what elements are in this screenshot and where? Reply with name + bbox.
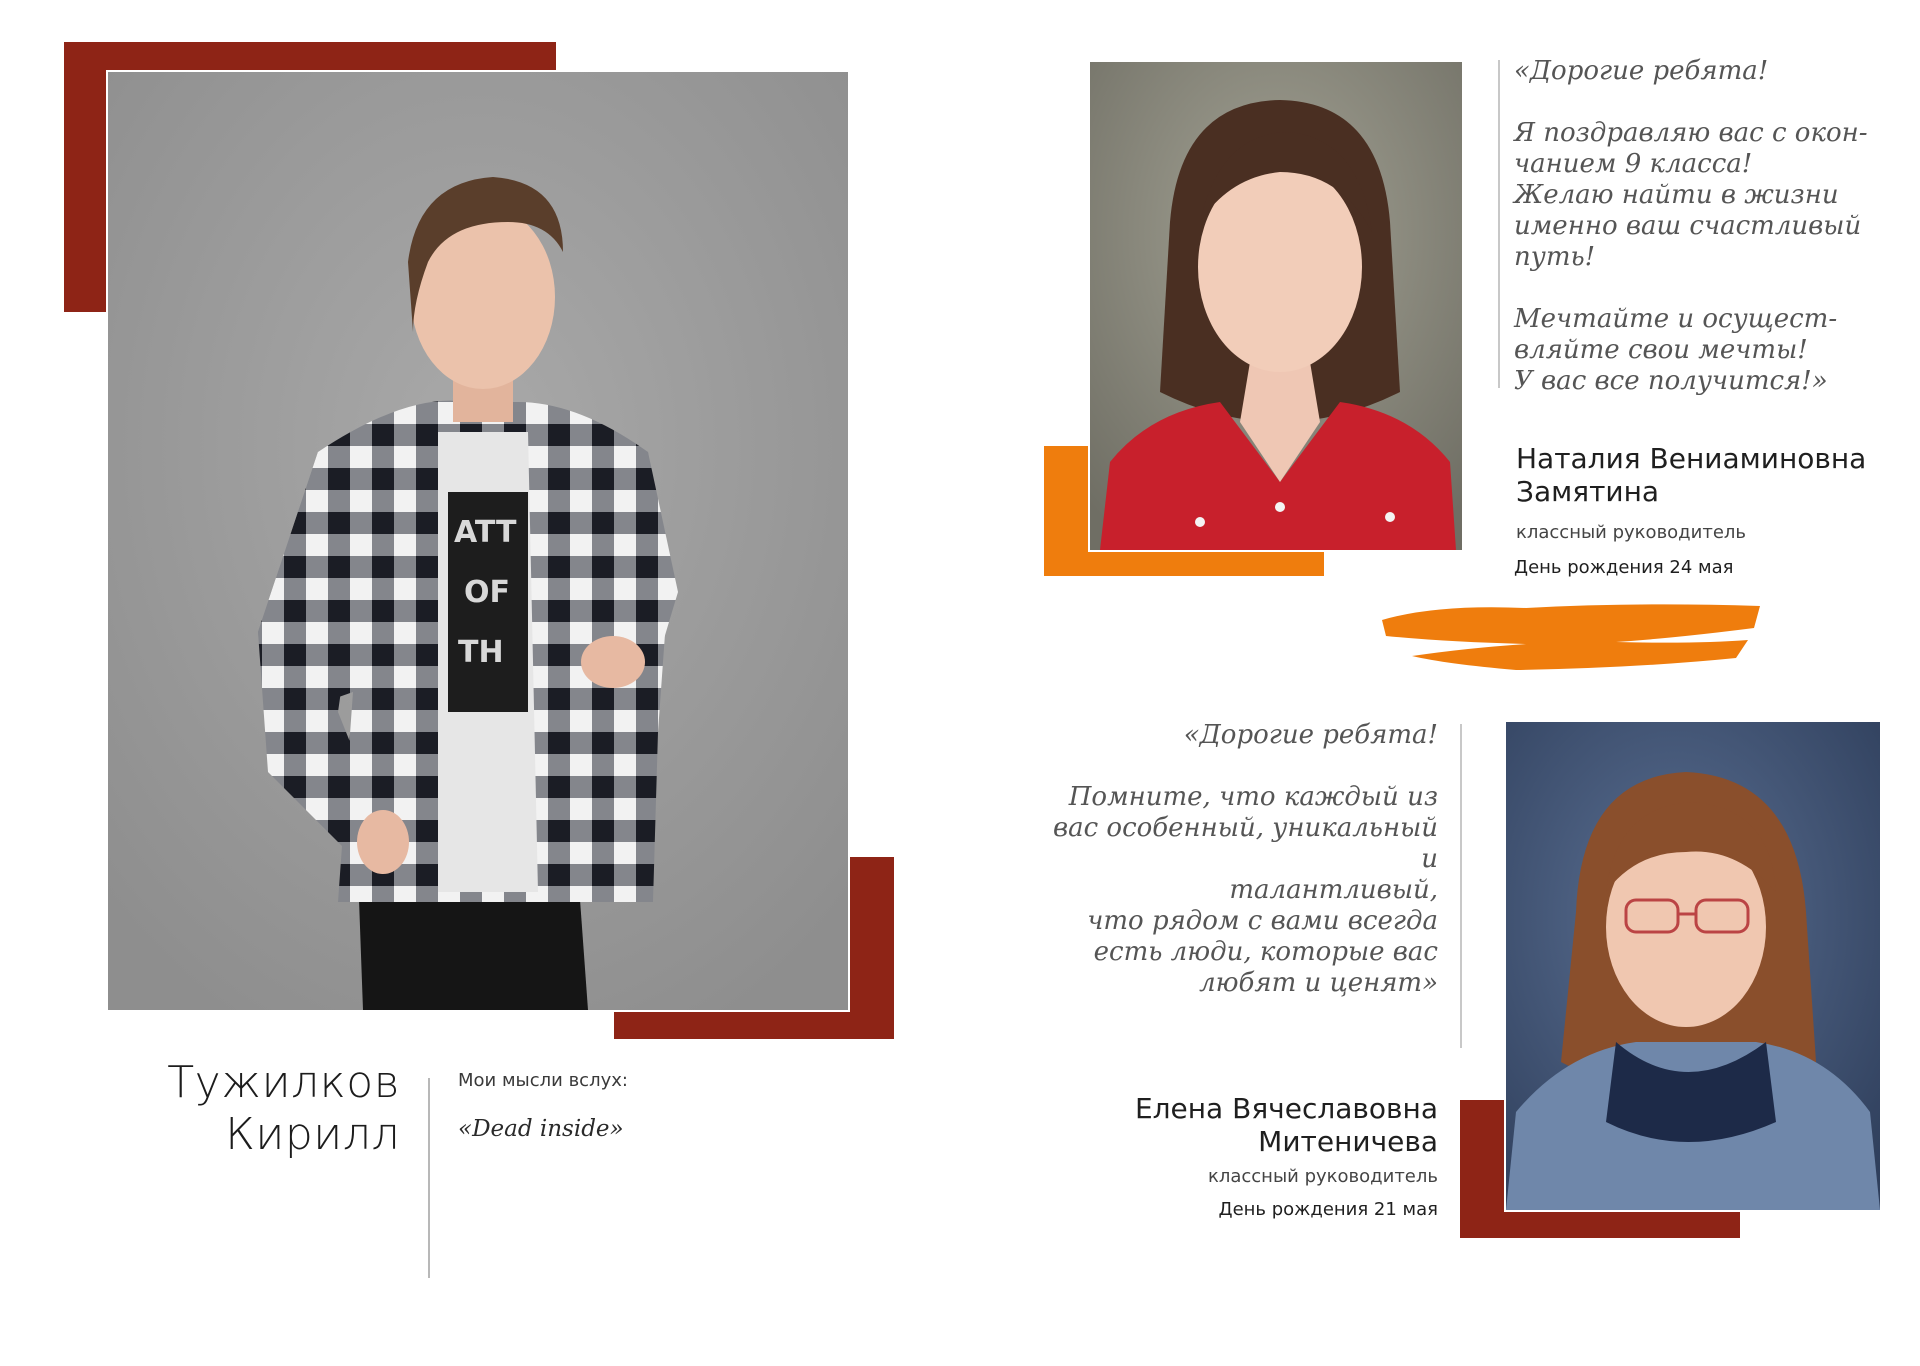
teacher1-photo: [1088, 60, 1464, 552]
shirt-print-line1: ATT: [454, 515, 517, 550]
thoughts-quote: «Dead inside»: [458, 1116, 624, 1142]
student-surname: Тужилков: [167, 1057, 400, 1108]
shirt-print-line3: TH: [458, 635, 504, 670]
divider-line: [1498, 60, 1500, 388]
teacher2-quote: [1030, 720, 1438, 999]
teacher2-name-line1: Елена Вячеславовна: [1134, 1092, 1438, 1125]
student-photo: [106, 70, 850, 1012]
teacher1-role: классный руководитель: [1516, 522, 1747, 543]
teacher2-name-line2: Митеничева: [1258, 1125, 1438, 1158]
student-firstname: Кирилл: [225, 1109, 400, 1160]
teacher2-role: классный руководитель: [1207, 1166, 1438, 1187]
teacher1-quote-paragraph: Я поздравляю вас с окон- чанием 9 класса! Желаю найти в жизни именно ваш счастливый путь!: [1514, 118, 1868, 272]
teacher1-name: [1516, 442, 1866, 508]
divider-line: [428, 1078, 430, 1278]
teacher1-birthday: День рождения 24 мая: [1514, 557, 1734, 578]
teacher2-name: [1040, 1092, 1438, 1158]
teacher2-photo: [1504, 720, 1882, 1212]
student-name: [100, 1057, 400, 1161]
teacher1-quote: [1514, 56, 1904, 397]
teacher2-quote-greeting: «Дорогие ребята!: [1183, 720, 1438, 750]
divider-line: [1460, 724, 1462, 1048]
teacher2-birthday: День рождения 21 мая: [1218, 1199, 1438, 1220]
teacher1-name-line1: Наталия Вениаминовна: [1516, 442, 1867, 475]
shirt-print-line2: OF: [464, 575, 510, 610]
teacher1-quote-paragraph: Мечтайте и осущест- вляйте свои мечты! У вас все получится!»: [1514, 304, 1838, 396]
teacher1-quote-greeting: «Дорогие ребята!: [1514, 56, 1769, 86]
orange-brush-stroke: [1376, 598, 1762, 678]
thoughts-label: Мои мысли вслух:: [458, 1070, 628, 1091]
teacher1-name-line2: Замятина: [1516, 475, 1660, 508]
teacher2-quote-paragraph: Помните, что каждый из вас особенный, уникальный и талантливый, что рядом с вами всегда есть люди, которые вас любят и ценят»: [1052, 782, 1438, 998]
